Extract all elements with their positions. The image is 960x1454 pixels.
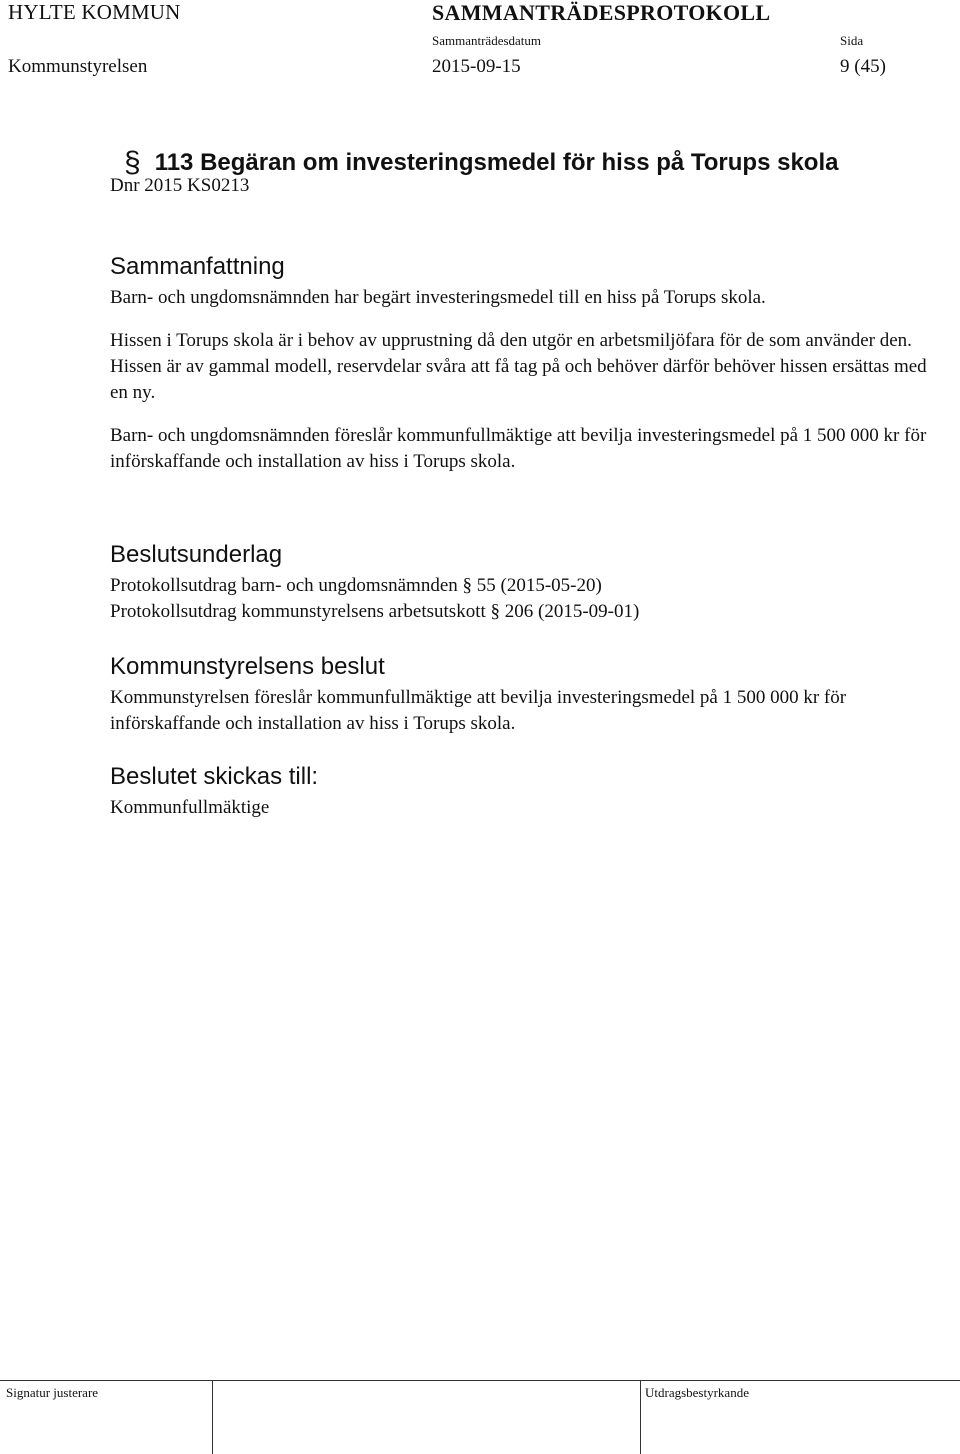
item-title [124,144,838,178]
extract-certification-label: Utdragsbestyrkande [645,1385,749,1400]
governing-body: Kommunstyrelsen [8,56,148,77]
page-number: 9 (45) [840,56,886,77]
case-number: Dnr 2015 KS0213 [110,175,250,196]
sent-to-section [110,762,940,821]
footer-column-divider [640,1380,641,1454]
basis-section [110,540,940,625]
document-type: SAMMANTRÄDESPROTOKOLL [432,0,771,25]
basis-item: Protokollsutdrag kommunstyrelsens arbetsutskott § 206 (2015-09-01) [110,601,640,622]
section-symbol: § [124,146,141,179]
sent-to-recipient: Kommunfullmäktige [110,797,270,818]
basis-item: Protokollsutdrag barn- och ungdomsnämnden § 55 (2015-05-20) [110,575,602,596]
decision-heading: Kommunstyrelsens beslut [110,653,385,680]
signature-label: Signatur justerare [6,1385,99,1400]
meeting-date: 2015-09-15 [432,56,521,77]
decision-section [110,652,940,737]
summary-heading: Sammanfattning [110,253,285,280]
decision-text: Kommunstyrelsen föreslår kommunfullmäktige att bevilja investeringsmedel på 1 500 000 kr för införskaffande och installation av hiss i Torups skola. [110,687,847,734]
basis-heading: Beslutsunderlag [110,541,283,568]
summary-paragraph: Hissen i Torups skola är i behov av upprustning då den utgör en arbetsmiljöfara för de som använder den. Hissen är av gammal modell, reservdelar svåra att få tag på och behöver därför behöver hissen ersättas med en ny. [110,330,927,403]
summary-paragraph: Barn- och ungdomsnämnden föreslår kommunfullmäktige att bevilja investeringsmedel på 1 500 000 kr för införskaffande och installation av hiss i Torups skola. [110,425,927,472]
sent-to-heading: Beslutet skickas till: [110,763,319,790]
summary-paragraph: Barn- och ungdomsnämnden har begärt investeringsmedel till en hiss på Torups skola. [110,287,766,308]
page-label: Sida [840,33,864,48]
footer-divider [0,1380,960,1381]
summary-section [110,252,940,475]
item-title-text: 113 Begäran om investeringsmedel för hiss på Torups skola [154,149,839,176]
meeting-date-label: Sammanträdesdatum [432,33,542,48]
footer-column-divider [212,1380,213,1454]
organization-name: HYLTE KOMMUN [8,0,181,24]
